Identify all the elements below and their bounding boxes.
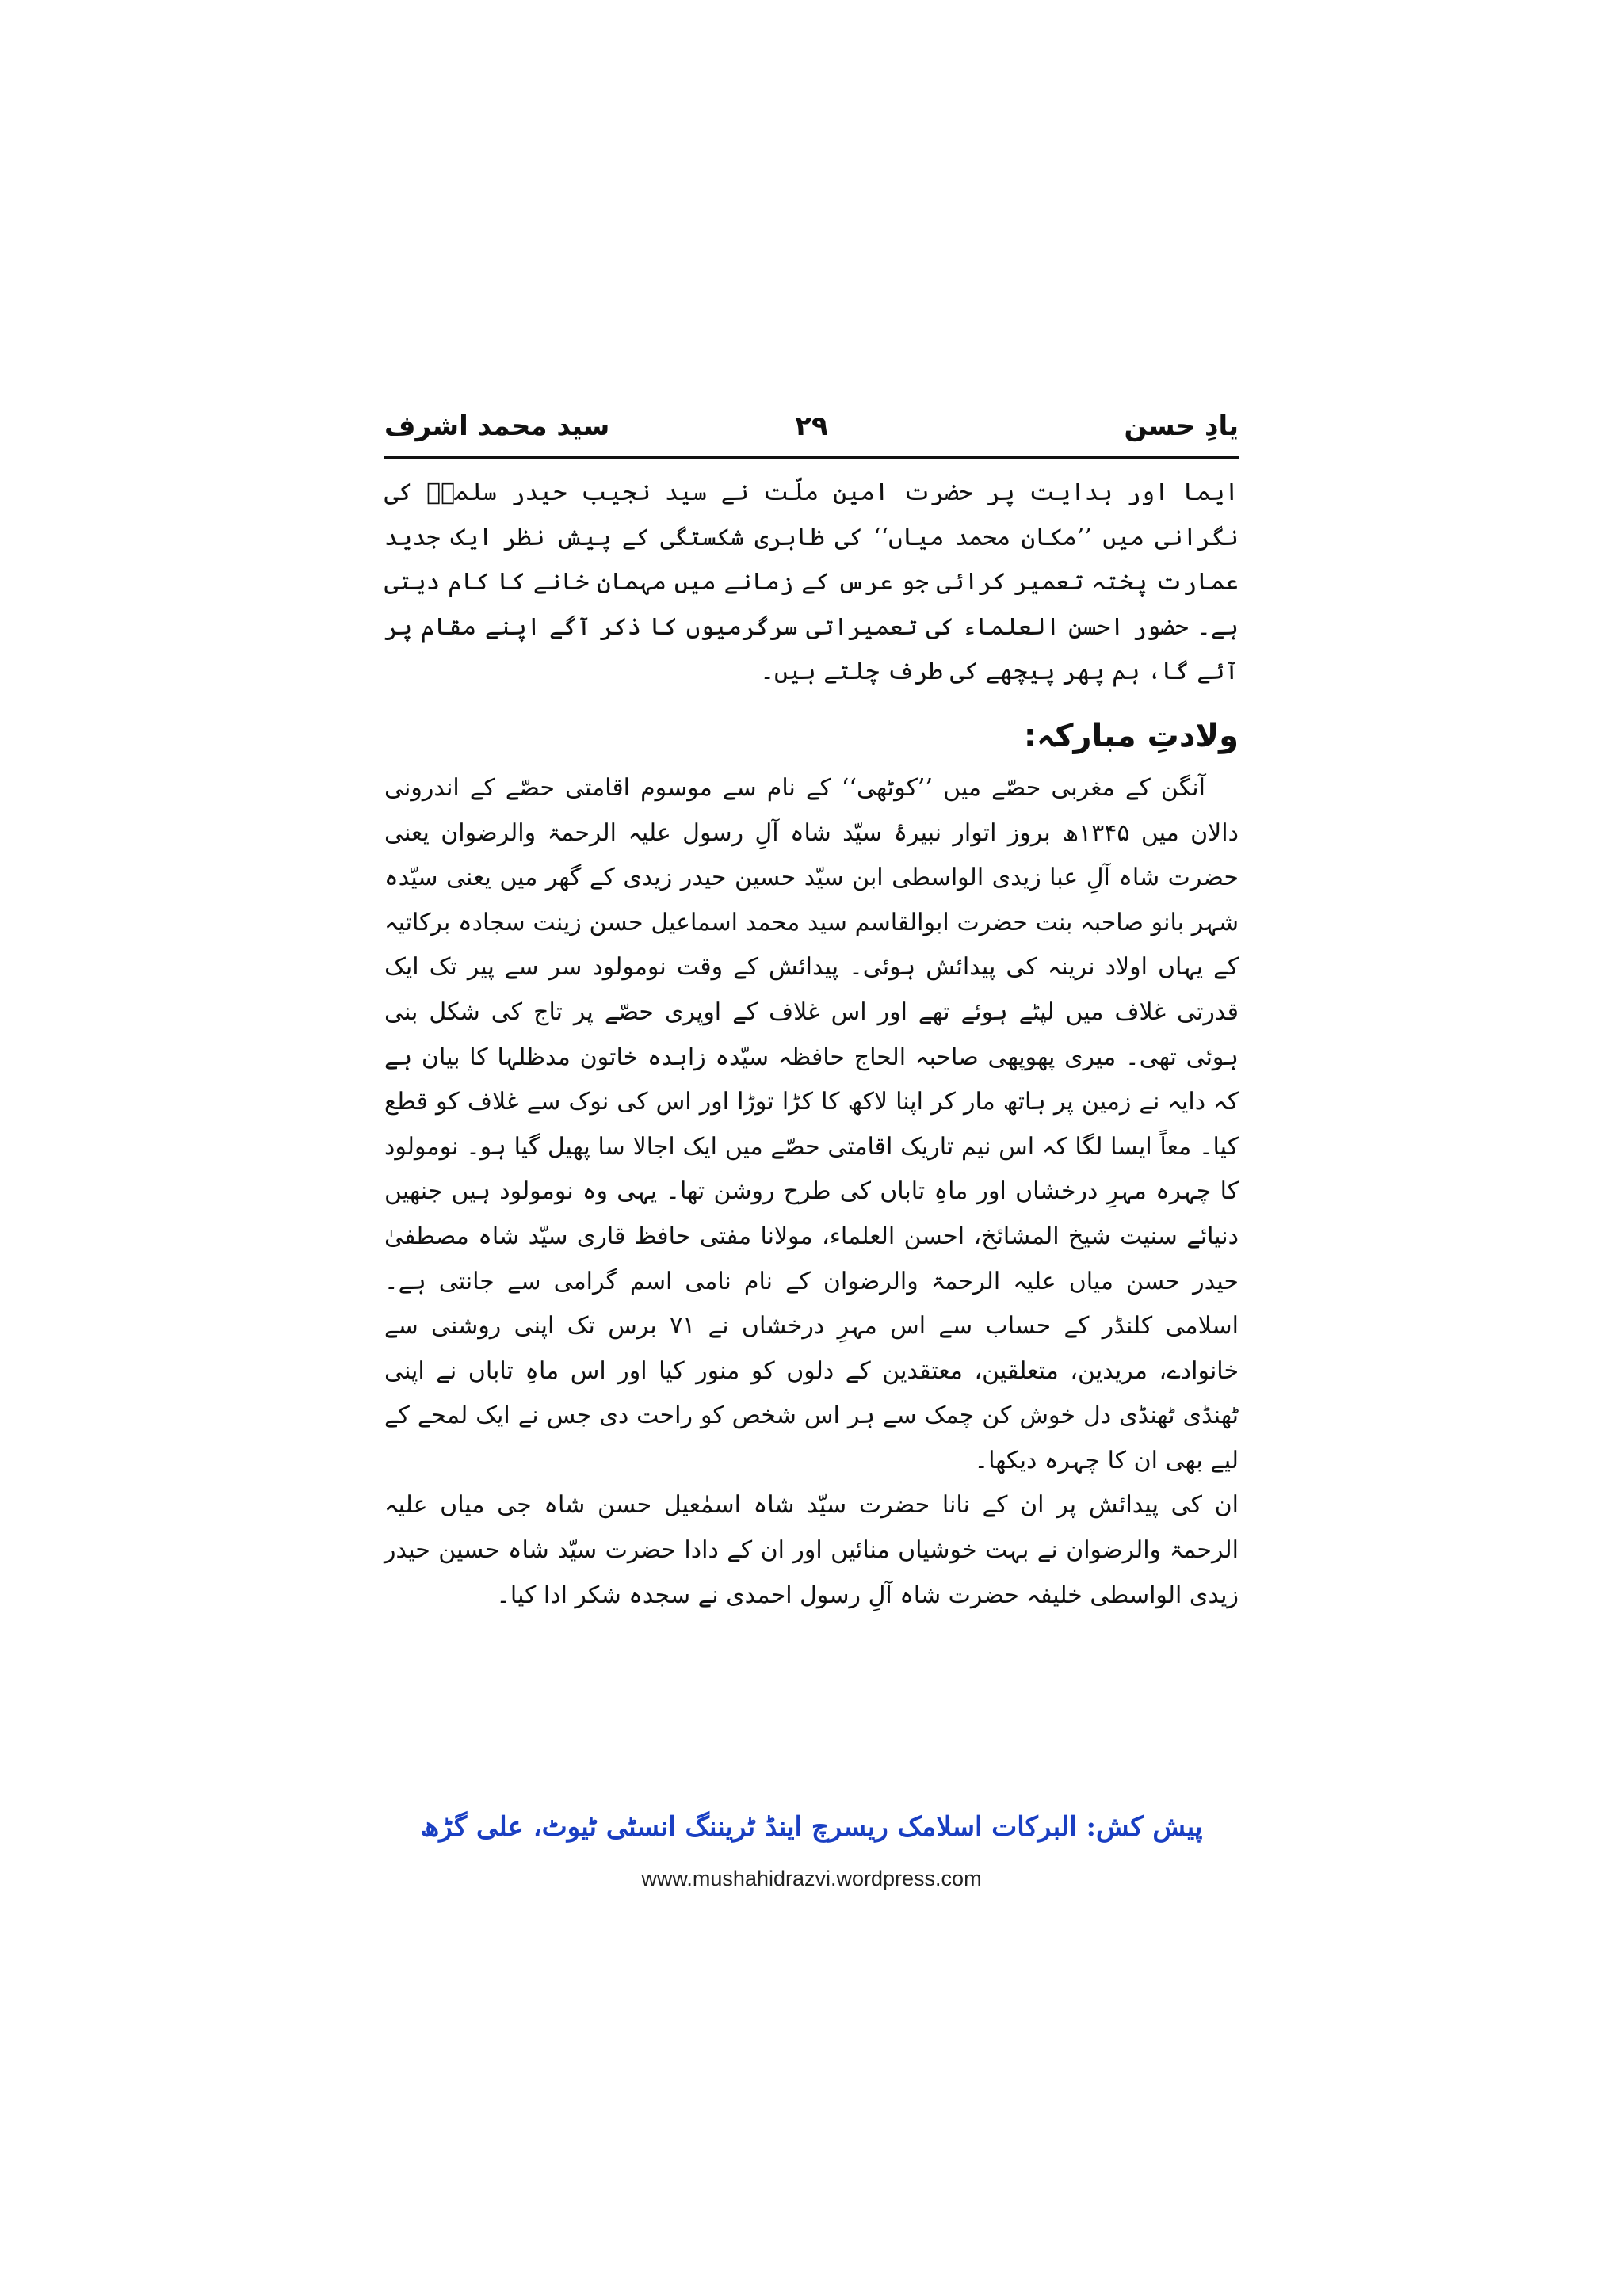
page-number: ۲۹ <box>795 410 828 442</box>
website-url[interactable]: www.mushahidrazvi.wordpress.com <box>641 1867 982 1890</box>
publisher-credit: پیش کش: البرکات اسلامک ریسرچ اینڈ ٹریننگ انسٹی ٹیوٹ، علی گڑھ <box>420 1811 1203 1843</box>
paragraph: ایما اور ہدایت پر حضرت امین ملّت نے سید نجیب حیدر سلمہٗ کی نگرانی میں ’’مکان محمد میاں‘‘ کی ظاہری شکستگی کے پیش نظر ایک جدید عمارت پختہ تعمیر کرائی جو عرس کے زمانے میں مہمان خانے کا کام دیتی ہے۔ حضور احسن العلماء کی تعمیراتی سرگرمیوں کا ذکر آگے اپنے مقام پر آئے گا، ہم پھر پیچھے کی طرف چلتے ہیں۔ <box>384 479 1239 686</box>
book-title: یادِ حسن <box>1124 410 1239 442</box>
body-text <box>384 471 1239 1618</box>
paragraph: ان کی پیدائش پر ان کے نانا حضرت سیّد شاہ اسمٰعیل حسن شاہ جی میاں علیہ الرحمۃ والرضوان نے بہت خوشیاں منائیں اور ان کے دادا حضرت سیّد شاہ حسین حیدر زیدی الواسطی خلیفہ حضرت شاہ آلِ رسول احمدی نے سجدہ شکر ادا کیا۔ <box>384 1491 1239 1609</box>
section-heading: ولادتِ مبارکہ: <box>1023 717 1239 754</box>
author-name: سید محمد اشرف <box>384 410 610 442</box>
header-divider <box>384 456 1239 459</box>
running-head <box>384 410 1239 458</box>
paragraph: آنگن کے مغربی حصّے میں ’’کوٹھی‘‘ کے نام سے موسوم اقامتی حصّے کے اندرونی دالان میں ۱۳۴۵ھ بروز اتوار نبیرۂ سیّد شاہ آلِ رسول علیہ الرحمۃ والرضوان یعنی حضرت شاہ آلِ عبا زیدی الواسطی ابن سیّد حسین حیدر زیدی کے گھر میں یعنی سیّدہ شہر بانو صاحبہ بنت حضرت ابوالقاسم سید محمد اسماعیل حسن زینت سجادہ برکاتیہ کے یہاں اولاد نرینہ کی پیدائش ہوئی۔ پیدائش کے وقت نومولود سر سے پیر تک ایک قدرتی غلاف میں لپٹے ہوئے تھے اور اس غلاف کے اوپری حصّے پر تاج کی شکل بنی ہوئی تھی۔ میری پھوپھی صاحبہ الحاج حافظہ سیّدہ زاہدہ خاتون مدظلہا کا بیان ہے کہ دایہ نے زمین پر ہاتھ مار کر اپنا لاکھ کا کڑا توڑا اور اس کی نوک سے غلاف کو قطع کیا۔ معاً ایسا لگا کہ اس نیم تاریک اقامتی حصّے میں ایک اجالا سا پھیل گیا ہو۔ نومولود کا چہرہ مہرِ درخشاں اور ماہِ تاباں کی طرح روشن تھا۔ یہی وہ نومولود ہیں جنھیں دنیائے سنیت شیخ المشائخ، احسن العلماء، مولانا مفتی حافظ قاری سیّد شاہ مصطفیٰ حیدر حسن میاں علیہ الرحمۃ والرضوان کے نام نامی اسم گرامی سے جانتی ہے۔ اسلامی کلنڈر کے حساب سے اس مہرِ درخشاں نے ۷۱ برس تک اپنی روشنی سے خانوادے، مریدین، متعلقین، معتقدین کے دلوں کو منور کیا اور اس ماہِ تاباں نے اپنی ٹھنڈی ٹھنڈی دل خوش کن چمک سے ہر اس شخص کو راحت دی جس نے ایک لمحے کے لیے بھی ان کا چہرہ دیکھا۔ <box>384 773 1239 1474</box>
